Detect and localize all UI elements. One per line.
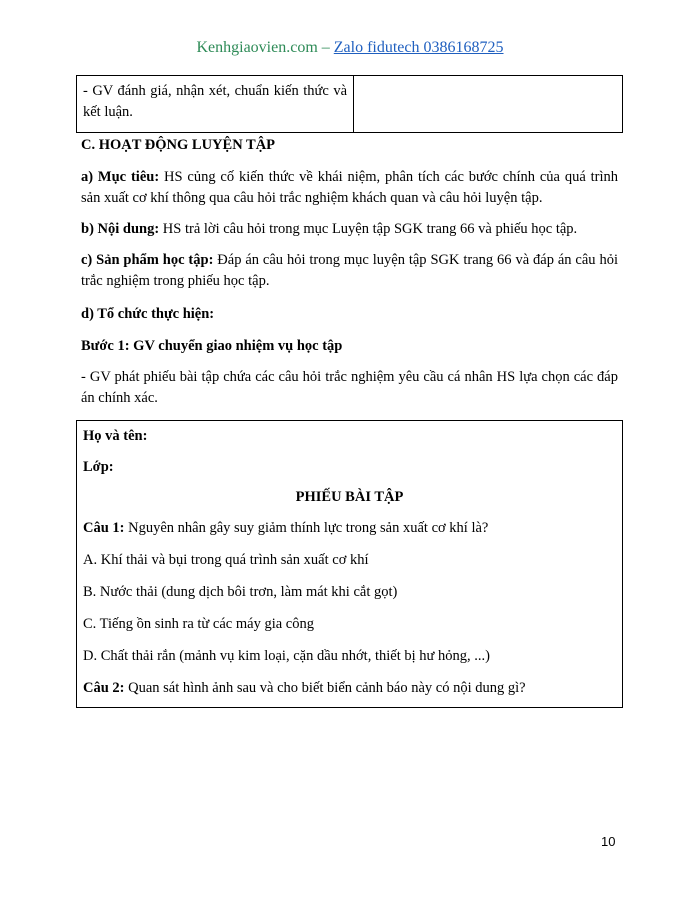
worksheet-title: PHIẾU BÀI TẬP xyxy=(295,489,404,505)
header-separator: – xyxy=(317,39,334,56)
class-label: Lớp: xyxy=(83,459,114,475)
question-1-label: Câu 1: xyxy=(83,520,125,536)
site-name: Kenhgiaovien.com xyxy=(196,39,318,56)
step1-paragraph xyxy=(81,367,618,409)
option-a: A. Khí thải và bụi trong quá trình sản xuất cơ khí xyxy=(83,552,369,568)
page-header xyxy=(0,39,700,57)
step1-text: - GV phát phiếu bài tập chứa các câu hỏi trắc nghiệm yêu cầu cá nhân HS lựa chọn các đáp án chính xác. xyxy=(81,369,618,406)
product-paragraph xyxy=(81,250,618,292)
page-number: 10 xyxy=(601,834,616,849)
question-2-text: Quan sát hình ảnh sau và cho biết biển cảnh báo này có nội dung gì? xyxy=(124,680,526,696)
content-label: b) Nội dung: xyxy=(81,221,160,237)
organization-label: d) Tổ chức thực hiện: xyxy=(81,306,215,322)
section-title-text: C. HOẠT ĐỘNG LUYỆN TẬP xyxy=(81,137,276,153)
content-text: HS trả lời câu hỏi trong mục Luyện tập SGK trang 66 và phiếu học tập. xyxy=(159,221,578,237)
option-c: C. Tiếng ồn sinh ra từ các máy gia công xyxy=(83,616,314,632)
worksheet-box xyxy=(76,420,623,708)
step1-heading xyxy=(81,336,618,357)
name-label: Họ và tên: xyxy=(83,428,148,444)
objective-label: a) Mục tiêu: xyxy=(81,169,160,185)
question-1-text: Nguyên nhân gây suy giảm thính lực trong sản xuất cơ khí là? xyxy=(124,520,489,536)
objective-text: HS củng cố kiến thức về khái niệm, phân tích các bước chính của quá trình sản xuất cơ khí thông qua câu hỏi trắc nghiệm khách quan và câu hỏi luyện tập. xyxy=(81,169,619,206)
section-title xyxy=(81,135,618,156)
option-b: B. Nước thải (dung dịch bôi trơn, làm mát khi cắt gọt) xyxy=(83,584,398,600)
question-2 xyxy=(83,678,616,699)
question-1 xyxy=(83,518,616,539)
product-text: Đáp án câu hỏi trong mục luyện tập SGK trang 66 và đáp án câu hỏi trắc nghiệm trong phiếu học tập. xyxy=(81,252,618,289)
option-d: D. Chất thải rắn (mảnh vụ kim loại, cặn dầu nhớt, thiết bị hư hỏng, ...) xyxy=(83,648,490,664)
organization-heading xyxy=(81,304,618,325)
step1-label: Bước 1: GV chuyển giao nhiệm vụ học tập xyxy=(81,338,343,354)
question-2-label: Câu 2: xyxy=(83,680,125,696)
objective-paragraph xyxy=(81,167,618,209)
activity-table-continued xyxy=(76,75,623,133)
zalo-link[interactable]: Zalo fidutech 0386168725 xyxy=(333,39,504,56)
product-label: c) Sản phẩm học tập: xyxy=(81,252,214,268)
content-paragraph xyxy=(81,219,618,240)
table-cell-teacher-activity: - GV đánh giá, nhận xét, chuẩn kiến thức và kết luận. xyxy=(77,76,354,132)
table-cell-student-activity xyxy=(354,76,622,132)
